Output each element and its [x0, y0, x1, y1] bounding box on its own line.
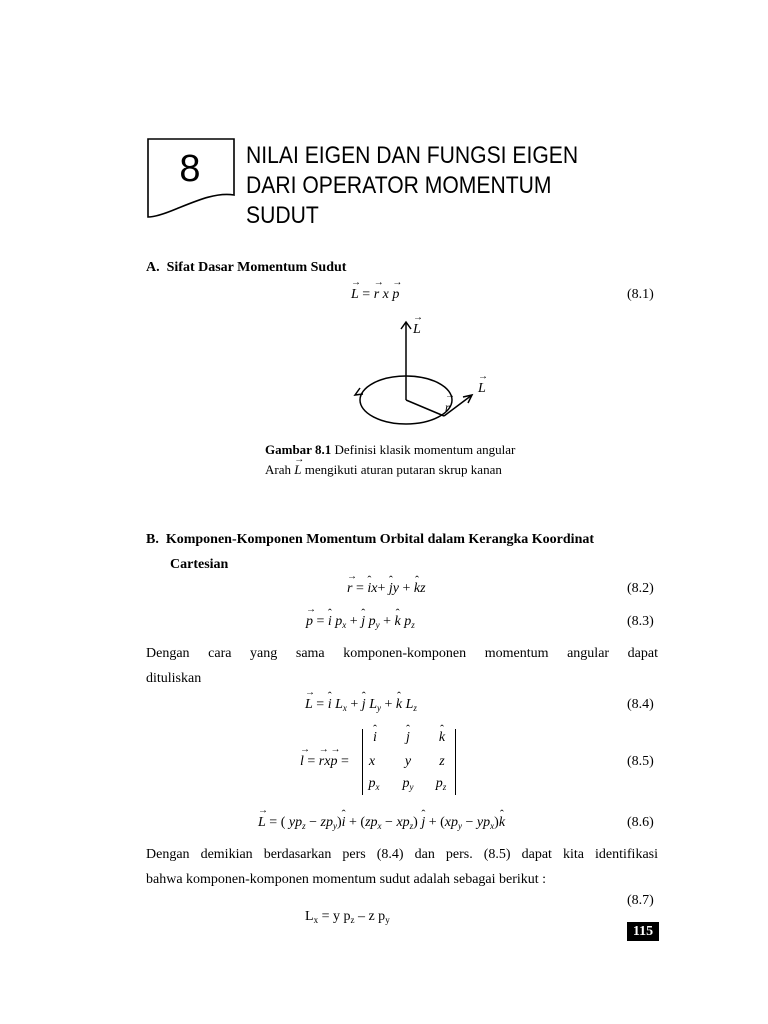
matrix-cell: ˆ i	[365, 730, 385, 746]
equation-8-2-number: (8.2)	[627, 581, 654, 596]
matrix-cell: $p_z$	[435, 776, 447, 792]
caption-text-2a: Arah	[265, 462, 295, 477]
chapter-number: 8	[179, 148, 201, 190]
paragraph-2-line-2: bahwa komponen-komponen momentum sudut adalah sebagai berikut :	[146, 872, 547, 887]
page-number: 115	[627, 922, 659, 941]
section-a-heading: A. Sifat Dasar Momentum Sudut	[146, 260, 347, 275]
caption-text-2b: mengikuti aturan putaran skrup kanan	[301, 462, 502, 477]
caption-text-1: Definisi klasik momentum angular	[331, 442, 516, 457]
equation-8-7-number: (8.7)	[627, 893, 654, 908]
caption-label: Gambar 8.1	[265, 442, 332, 457]
matrix-cell: $p_y$	[402, 776, 414, 792]
section-b-heading	[146, 527, 594, 577]
section-b-heading-line-1: B. Komponen-Komponen Momentum Orbital dalam Kerangka Koordinat	[146, 532, 595, 547]
chapter-title-line-1: NILAI EIGEN DAN FUNGSI EIGEN	[246, 142, 579, 169]
eq-8-1-x: x	[379, 287, 393, 302]
determinant-right-bar	[455, 729, 456, 795]
eq-8-1-p: → p	[392, 287, 399, 303]
figure-label-r: → r	[445, 400, 450, 415]
equation-8-5-number: (8.5)	[627, 754, 654, 769]
figure-8-1-caption	[265, 440, 515, 480]
eq-8-1-L: → L	[351, 287, 359, 303]
paragraph-1-line-1: Dengan cara yang sama komponen-komponen momentum angular dapat	[146, 646, 658, 661]
equation-8-3: → p = ˆ i $p_x$ + ˆ j $p_y$ + ˆ k $p_z$	[306, 614, 415, 630]
eq-8-1-r: → r	[374, 287, 379, 303]
chapter-title-line-3: SUDUT	[246, 202, 319, 229]
equation-8-6: → L = ( $yp_z$ − $zp_y)ˆ$ $i + (zp_x - xp_z)$ ˆ $j + (xp_y$ − $yp_x)ˆ$ k	[258, 815, 505, 831]
matrix-cell: ˆ j	[398, 730, 418, 746]
matrix-cell: ˆ k	[432, 730, 452, 746]
eq-8-1-equals: =	[358, 287, 374, 302]
section-b-heading-line-2: Cartesian	[170, 557, 229, 572]
figure-label-L-right: → L	[478, 381, 486, 397]
orbit-arrowhead	[355, 388, 363, 395]
chapter-title-line-2: DARI OPERATOR MOMENTUM	[246, 172, 552, 199]
equation-8-2: → r = ˆ ix+ ˆ jy + ˆ kz	[347, 581, 426, 597]
caption-line-2	[265, 460, 515, 480]
equation-8-4-number: (8.4)	[627, 697, 654, 712]
equation-8-6-number: (8.6)	[627, 815, 654, 830]
equation-8-5-lhs: → l = → rx→ p =	[300, 754, 349, 770]
paragraph-1-line-2: dituliskan	[146, 671, 202, 686]
r-vector-line	[406, 400, 444, 416]
matrix-cell: y	[404, 754, 412, 769]
caption-symbol-L: → L	[294, 460, 301, 480]
equation-8-4: → L = ˆ i $L_x$ + ˆ j $L_y$ + ˆ k $L_z$	[305, 697, 417, 713]
equation-8-7: $L_x = y$ $p_z$ – z $p_y$	[305, 909, 390, 925]
equation-8-1-number: (8.1)	[627, 287, 654, 302]
matrix-cell: $p_x$	[368, 776, 380, 792]
equation-8-1	[351, 287, 399, 303]
paragraph-2-line-1: Dengan demikian berdasarkan pers (8.4) dan pers. (8.5) dapat kita identifikasi	[146, 847, 658, 862]
figure-label-L-top: → L	[413, 322, 421, 338]
paragraph-2	[146, 842, 658, 892]
paragraph-1	[146, 641, 658, 691]
matrix-cell: x	[368, 754, 376, 769]
matrix-cell: z	[439, 754, 445, 769]
chapter-title	[246, 141, 578, 231]
equation-8-3-number: (8.3)	[627, 614, 654, 629]
